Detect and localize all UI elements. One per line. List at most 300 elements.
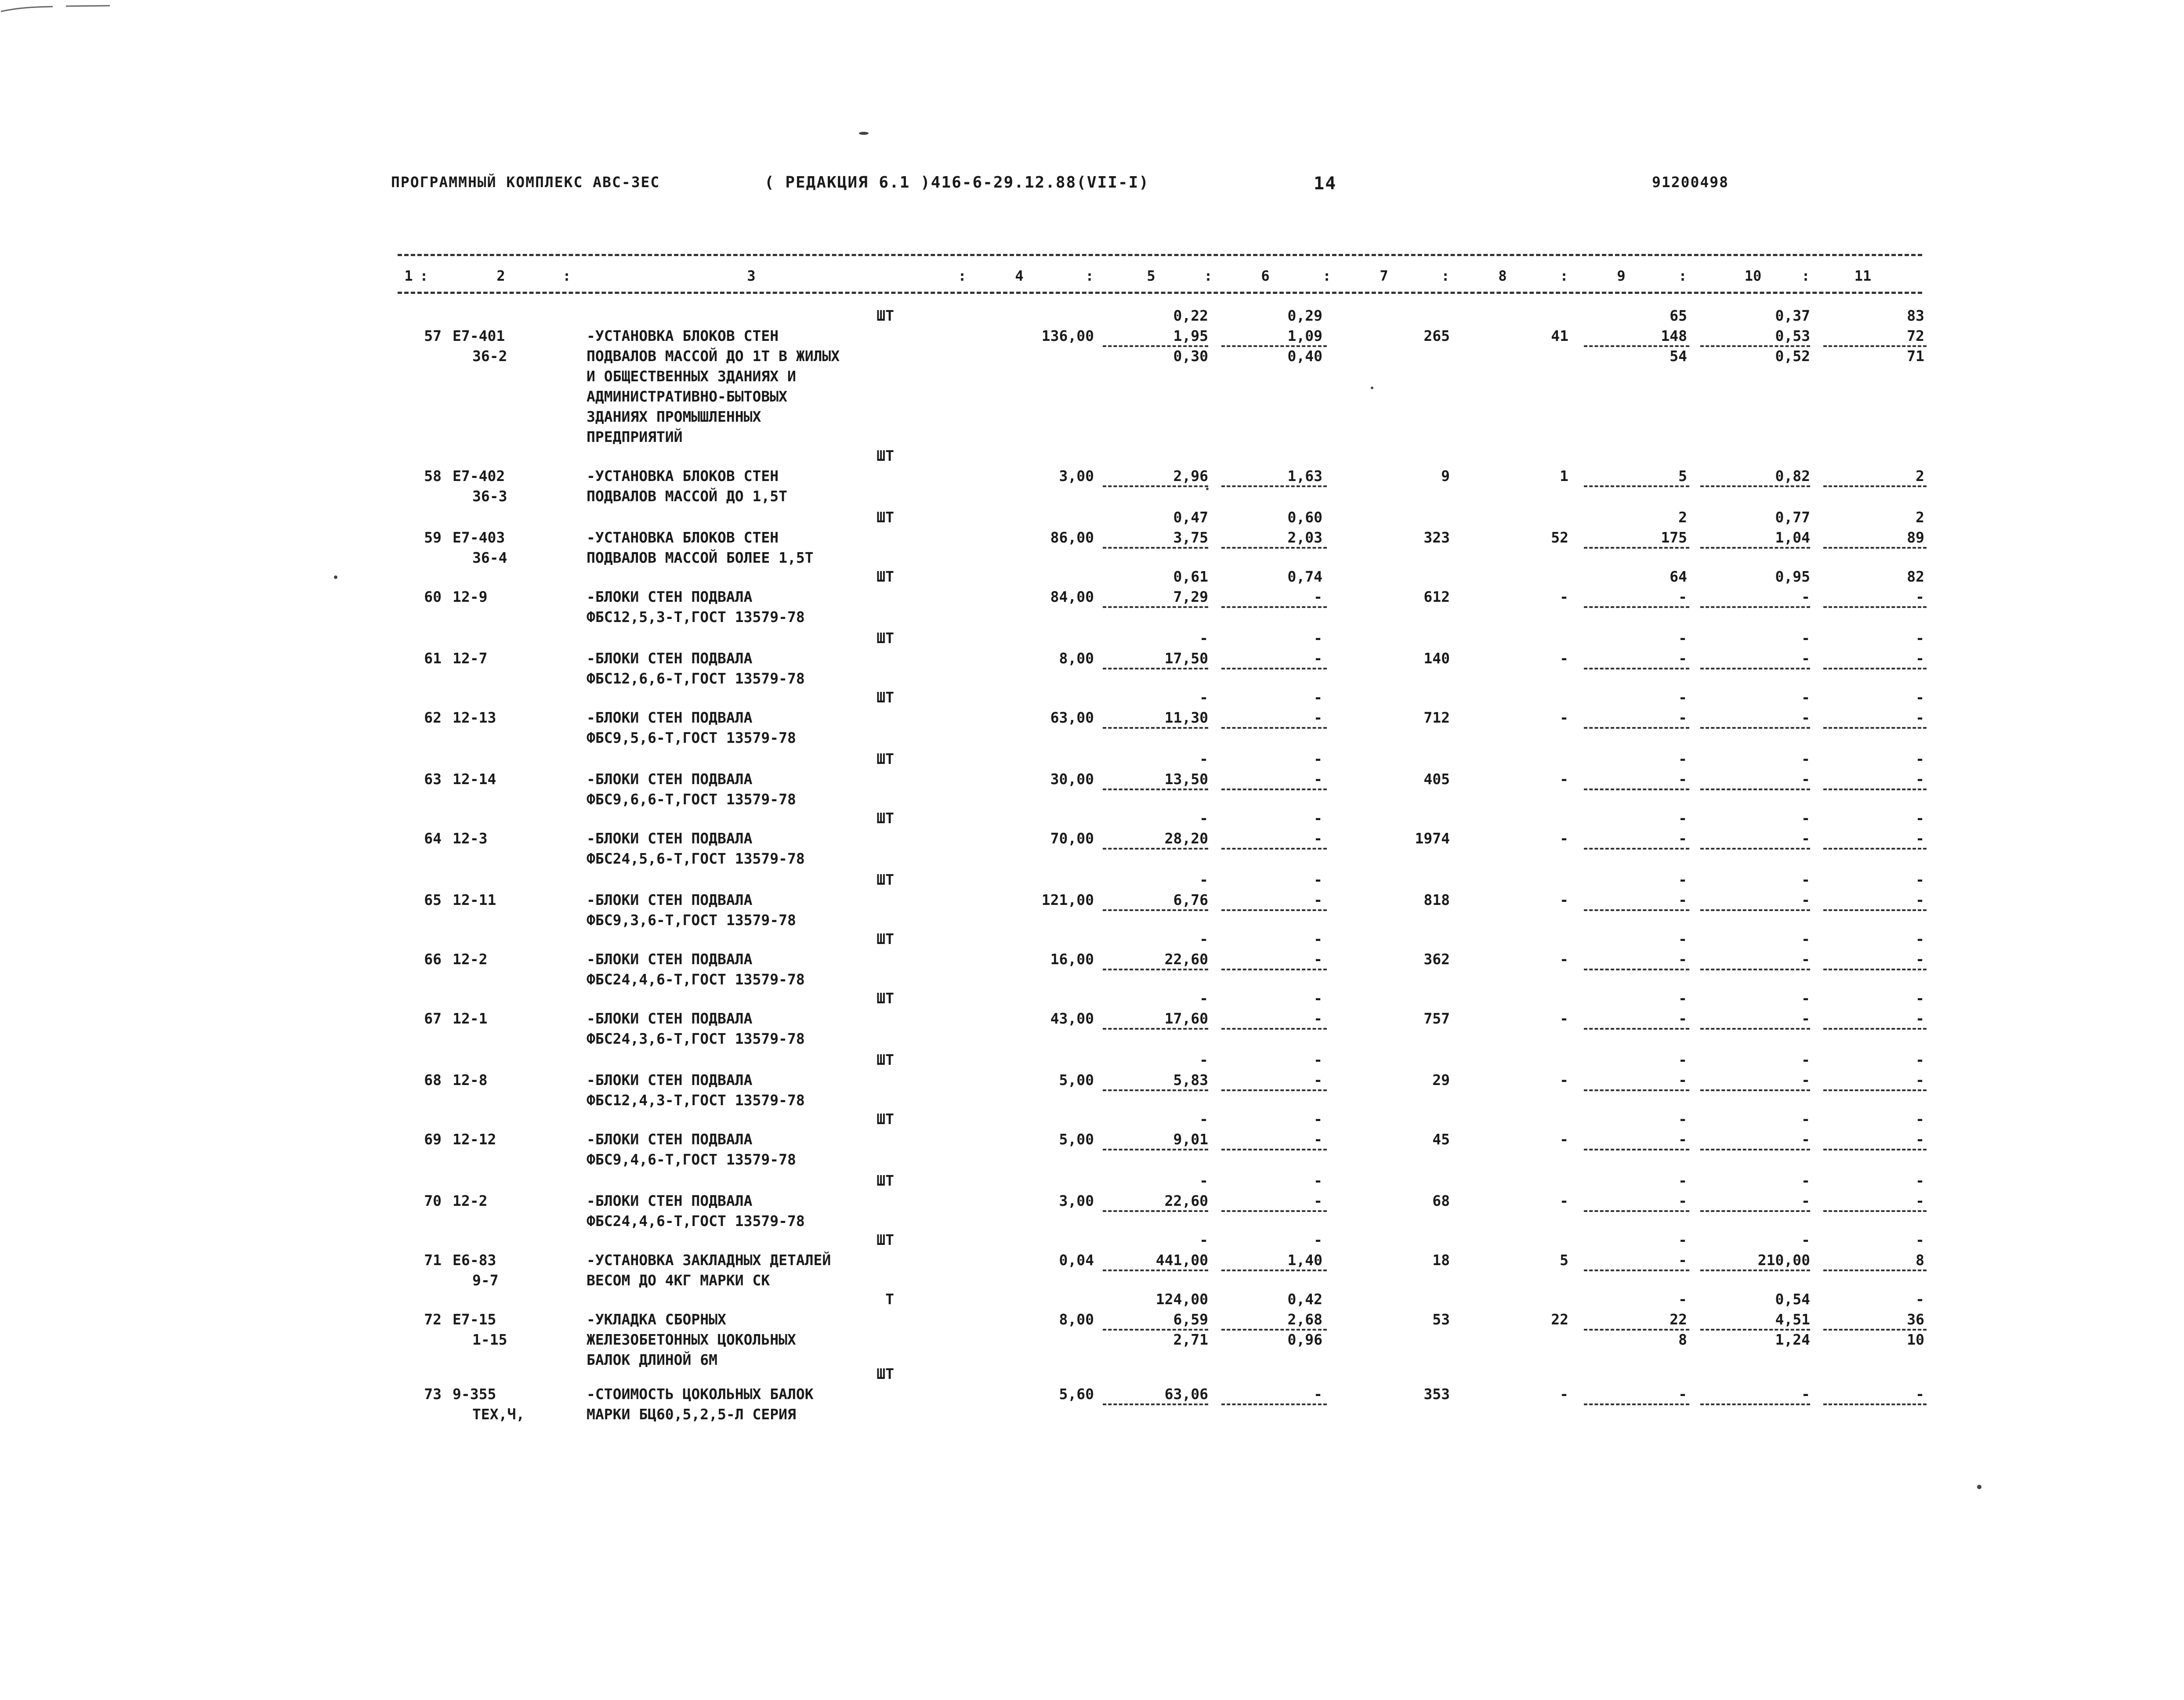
col9-main: 175: [1661, 529, 1687, 546]
table-row: [0, 567, 2184, 627]
col5-top: -: [1199, 1172, 1208, 1189]
col9-top: -: [1678, 1172, 1687, 1189]
col9-main: -: [1678, 650, 1687, 667]
col6-top: -: [1314, 689, 1322, 706]
subtotal-dash-rule: [1221, 485, 1327, 487]
column-header-4: 4: [1015, 268, 1024, 284]
col5-main: 28,20: [1164, 830, 1208, 847]
subtotal-dash-rule: [1221, 1028, 1327, 1030]
row-number: 65: [424, 891, 442, 908]
unit-of-measure: ШТ: [876, 568, 894, 585]
col6-main: -: [1314, 709, 1322, 726]
unit-of-measure: ШТ: [876, 509, 894, 526]
scan-speck: [859, 132, 869, 135]
work-description: -БЛОКИ СТЕН ПОДВАЛА ФБС24,4,6-Т,ГОСТ 13579-78: [587, 1192, 805, 1230]
quantity: 86,00: [1050, 529, 1094, 546]
subtotal-dash-rule: [1103, 1028, 1208, 1030]
col11-top: -: [1916, 750, 1924, 767]
col5-top: 0,47: [1173, 509, 1208, 526]
col5-top: 124,00: [1155, 1291, 1208, 1308]
col5-main: 1,95: [1173, 327, 1208, 344]
col5-main: 5,83: [1173, 1071, 1208, 1089]
price-code: 12-9: [453, 588, 488, 605]
table-row: [0, 507, 2184, 568]
col9-main: 5: [1678, 467, 1687, 485]
column-separator: :: [562, 268, 571, 284]
subtotal-dash-rule: [1584, 848, 1689, 850]
column-header-11: 11: [1854, 268, 1872, 284]
subtotal-dash-rule: [1823, 909, 1927, 911]
subtotal-dash-rule: [1700, 848, 1810, 850]
price-code: Е7-403: [453, 529, 505, 546]
col7-value: 68: [1432, 1192, 1450, 1209]
subtotal-dash-rule: [1103, 789, 1208, 790]
col10-main: 210,00: [1757, 1251, 1810, 1269]
col7-value: 265: [1423, 327, 1450, 344]
col9-main: -: [1678, 891, 1687, 908]
price-code-sub: 1-15: [472, 1331, 507, 1348]
col10-main: 0,82: [1775, 467, 1810, 485]
table-row: [0, 628, 2184, 689]
col11-top: -: [1916, 1231, 1924, 1248]
col6-main: 1,63: [1287, 467, 1322, 485]
col5-main: 17,60: [1164, 1010, 1208, 1027]
subtotal-dash-rule: [1584, 727, 1689, 729]
row-number: 60: [424, 588, 442, 605]
subtotal-dash-rule: [1221, 789, 1327, 790]
col5-main: 441,00: [1155, 1251, 1208, 1269]
subtotal-dash-rule: [1584, 1270, 1689, 1271]
work-description: -БЛОКИ СТЕН ПОДВАЛА ФБС9,5,6-Т,ГОСТ 13579-78: [587, 709, 796, 746]
col8-value: -: [1560, 1071, 1568, 1089]
col5-main: 7,29: [1173, 588, 1208, 605]
col5-main: 13,50: [1164, 770, 1208, 788]
col6-top: -: [1314, 1110, 1322, 1128]
col7-value: 757: [1423, 1010, 1450, 1027]
col11-main: -: [1916, 951, 1924, 968]
col9-top: 65: [1670, 307, 1687, 324]
col7-value: 140: [1423, 650, 1450, 667]
unit-of-measure: ШТ: [876, 1051, 894, 1068]
col8-value: -: [1560, 1192, 1568, 1209]
work-description: -УСТАНОВКА ЗАКЛАДНЫХ ДЕТАЛЕЙ ВЕСОМ ДО 4КГ МАРКИ СК: [587, 1251, 831, 1289]
price-code: Е7-401: [453, 327, 505, 344]
subtotal-dash-rule: [1700, 485, 1810, 487]
work-description: -УСТАНОВКА БЛОКОВ СТЕН ПОДВАЛОВ МАССОЙ ДО 1Т В ЖИЛЫХ И ОБЩЕСТВЕННЫХ ЗДАНИЯХ И АДМИНИСТРАТИВНО-БЫТОВЫХ ЗДАНИЯХ ПРОМЫШЛЕННЫХ ПРЕДПРИЯТИЙ: [587, 327, 840, 445]
subtotal-dash-rule: [1823, 606, 1927, 608]
col5-main: 6,76: [1173, 891, 1208, 908]
col10-main: 1,04: [1775, 529, 1810, 546]
subtotal-dash-rule: [1823, 1028, 1927, 1030]
work-description: -БЛОКИ СТЕН ПОДВАЛА ФБС24,3,6-Т,ГОСТ 13579-78: [587, 1010, 805, 1047]
work-description: -БЛОКИ СТЕН ПОДВАЛА ФБС12,6,6-Т,ГОСТ 13579-78: [587, 650, 805, 687]
col5-main: 6,59: [1173, 1311, 1208, 1328]
quantity: 3,00: [1059, 1192, 1094, 1209]
subtotal-dash-rule: [1823, 1149, 1927, 1150]
table-header-rule: [398, 292, 1922, 294]
col5-main: 17,50: [1164, 650, 1208, 667]
edition-info: ( РЕДАКЦИЯ 6.1 )416-6-29.12.88(VII-I): [764, 174, 1149, 192]
col8-value: 1: [1560, 467, 1568, 485]
subtotal-dash-rule: [1584, 668, 1689, 669]
subtotal-dash-rule: [1823, 345, 1927, 347]
subtotal-dash-rule: [1700, 1028, 1810, 1030]
col7-value: 45: [1432, 1131, 1450, 1148]
price-code: 12-13: [453, 709, 496, 726]
col8-value: -: [1560, 951, 1568, 968]
col8-value: 52: [1551, 529, 1568, 546]
col6-top: 0,74: [1287, 568, 1322, 585]
column-header-9: 9: [1617, 268, 1626, 284]
col11-top: -: [1916, 871, 1924, 888]
col11-top: -: [1916, 990, 1924, 1007]
subtotal-dash-rule: [1700, 668, 1810, 669]
work-description: -УСТАНОВКА БЛОКОВ СТЕН ПОДВАЛОВ МАССОЙ БОЛЕЕ 1,5Т: [587, 529, 814, 566]
column-separator: :: [1678, 268, 1687, 284]
col9-top: -: [1678, 1110, 1687, 1128]
col10-main: -: [1801, 1192, 1810, 1209]
subtotal-dash-rule: [1103, 1403, 1208, 1405]
subtotal-dash-rule: [1584, 1403, 1689, 1405]
col6-top: -: [1314, 1051, 1322, 1068]
column-separator: :: [1085, 268, 1094, 284]
subtotal-dash-rule: [1823, 668, 1927, 669]
col5-bottom: 2,71: [1173, 1331, 1208, 1348]
subtotal-dash-rule: [1221, 1270, 1327, 1271]
col9-bottom: 8: [1678, 1331, 1687, 1348]
col9-top: -: [1678, 810, 1687, 827]
subtotal-dash-rule: [1700, 345, 1810, 347]
col6-top: -: [1314, 990, 1322, 1007]
subtotal-dash-rule: [1700, 547, 1810, 549]
col11-top: -: [1916, 1051, 1924, 1068]
subtotal-dash-rule: [1823, 969, 1927, 970]
table-row: [0, 1171, 2184, 1231]
price-code: Е7-15: [453, 1311, 496, 1328]
table-row: [0, 808, 2184, 869]
row-number: 67: [424, 1010, 442, 1027]
col5-main: 22,60: [1164, 1192, 1208, 1209]
col11-top: -: [1916, 689, 1924, 706]
unit-of-measure: ШТ: [876, 307, 894, 324]
col6-main: -: [1314, 770, 1322, 788]
table-row: [0, 870, 2184, 930]
row-number: 70: [424, 1192, 442, 1209]
col10-top: -: [1801, 1231, 1810, 1248]
col10-main: 0,53: [1775, 327, 1810, 344]
subtotal-dash-rule: [1103, 909, 1208, 911]
price-code: 9-355: [453, 1385, 496, 1403]
col5-main: 22,60: [1164, 951, 1208, 968]
unit-of-measure: Т: [885, 1291, 894, 1308]
work-description: -БЛОКИ СТЕН ПОДВАЛА ФБС9,3,6-Т,ГОСТ 13579-78: [587, 891, 796, 929]
row-number: 71: [424, 1251, 442, 1269]
subtotal-dash-rule: [1221, 668, 1327, 669]
col11-top: 2: [1916, 509, 1924, 526]
col7-value: 405: [1423, 770, 1450, 788]
col11-top: -: [1916, 930, 1924, 948]
price-code: 12-8: [453, 1071, 488, 1089]
subtotal-dash-rule: [1103, 1089, 1208, 1091]
quantity: 70,00: [1050, 830, 1094, 847]
col5-main: 11,30: [1164, 709, 1208, 726]
col10-top: -: [1801, 750, 1810, 767]
unit-of-measure: ШТ: [876, 1365, 894, 1382]
col11-main: -: [1916, 1385, 1924, 1403]
column-header-8: 8: [1498, 268, 1507, 284]
col9-top: 64: [1670, 568, 1687, 585]
col6-main: -: [1314, 650, 1322, 667]
col10-top: -: [1801, 1051, 1810, 1068]
col8-value: 22: [1551, 1311, 1568, 1328]
col9-top: -: [1678, 871, 1687, 888]
price-code: Е7-402: [453, 467, 505, 485]
col6-top: -: [1314, 750, 1322, 767]
row-number: 58: [424, 467, 442, 485]
subtotal-dash-rule: [1221, 606, 1327, 608]
quantity: 0,04: [1059, 1251, 1094, 1269]
subtotal-dash-rule: [1823, 727, 1927, 729]
col11-top: -: [1916, 1291, 1924, 1308]
col11-main: -: [1916, 830, 1924, 847]
col9-main: 22: [1670, 1311, 1687, 1328]
unit-of-measure: ШТ: [876, 810, 894, 827]
col7-value: 353: [1423, 1385, 1450, 1403]
col10-main: -: [1801, 951, 1810, 968]
subtotal-dash-rule: [1221, 1210, 1327, 1212]
price-code-sub: 36-2: [472, 347, 507, 365]
col10-top: 0,77: [1775, 509, 1810, 526]
col11-top: -: [1916, 1110, 1924, 1128]
row-number: 73: [424, 1385, 442, 1403]
price-code-sub: 36-4: [472, 549, 507, 566]
table-row: [0, 446, 2184, 506]
row-number: 64: [424, 830, 442, 847]
subtotal-dash-rule: [1103, 848, 1208, 850]
col5-top: -: [1199, 871, 1208, 888]
col11-main: -: [1916, 1192, 1924, 1209]
col10-top: -: [1801, 871, 1810, 888]
subtotal-dash-rule: [1823, 1270, 1927, 1271]
subtotal-dash-rule: [1823, 1089, 1927, 1091]
row-number: 57: [424, 327, 442, 344]
subtotal-dash-rule: [1700, 606, 1810, 608]
col9-main: -: [1678, 830, 1687, 847]
col6-main: -: [1314, 588, 1322, 605]
subtotal-dash-rule: [1700, 1149, 1810, 1150]
col5-main: 2,96: [1173, 467, 1208, 485]
subtotal-dash-rule: [1823, 485, 1927, 487]
row-number: 61: [424, 650, 442, 667]
col6-top: 0,29: [1287, 307, 1322, 324]
work-description: -БЛОКИ СТЕН ПОДВАЛА ФБС24,5,6-Т,ГОСТ 13579-78: [587, 830, 805, 867]
col7-value: 612: [1423, 588, 1450, 605]
col9-top: -: [1678, 689, 1687, 706]
subtotal-dash-rule: [1584, 1028, 1689, 1030]
work-description: -СТОИМОСТЬ ЦОКОЛЬНЫХ БАЛОК МАРКИ БЦ60,5,2,5-Л СЕРИЯ: [587, 1385, 814, 1423]
column-separator: :: [1441, 268, 1450, 284]
col10-main: -: [1801, 1385, 1810, 1403]
quantity: 5,00: [1059, 1131, 1094, 1148]
col6-top: -: [1314, 1231, 1322, 1248]
unit-of-measure: ШТ: [876, 689, 894, 706]
col10-top: -: [1801, 1110, 1810, 1128]
col7-value: 712: [1423, 709, 1450, 726]
col11-main: -: [1916, 650, 1924, 667]
quantity: 5,60: [1059, 1385, 1094, 1403]
col9-main: -: [1678, 951, 1687, 968]
col11-main: 72: [1907, 327, 1924, 344]
col6-main: 2,68: [1287, 1311, 1322, 1328]
col6-top: -: [1314, 629, 1322, 647]
col9-main: -: [1678, 1071, 1687, 1089]
col10-main: -: [1801, 830, 1810, 847]
price-code: 12-11: [453, 891, 496, 908]
col9-main: -: [1678, 1385, 1687, 1403]
table-row: [0, 306, 2184, 446]
col9-top: -: [1678, 990, 1687, 1007]
column-header-2: 2: [496, 268, 505, 284]
table-row: [0, 988, 2184, 1049]
subtotal-dash-rule: [1584, 606, 1689, 608]
subtotal-dash-rule: [1823, 848, 1927, 850]
col11-main: -: [1916, 1131, 1924, 1148]
work-description: -БЛОКИ СТЕН ПОДВАЛА ФБС12,4,3-Т,ГОСТ 13579-78: [587, 1071, 805, 1109]
col6-top: -: [1314, 871, 1322, 888]
col11-main: -: [1916, 588, 1924, 605]
table-row: [0, 1230, 2184, 1291]
col11-main: -: [1916, 1071, 1924, 1089]
subtotal-dash-rule: [1700, 727, 1810, 729]
col7-value: 29: [1432, 1071, 1450, 1089]
quantity: 136,00: [1041, 327, 1094, 344]
col11-top: 82: [1907, 568, 1924, 585]
col5-main: 9,01: [1173, 1131, 1208, 1148]
col10-top: -: [1801, 990, 1810, 1007]
col10-top: 0,54: [1775, 1291, 1810, 1308]
column-header-7: 7: [1380, 268, 1388, 284]
col6-main: -: [1314, 1071, 1322, 1089]
col6-top: 0,60: [1287, 509, 1322, 526]
subtotal-dash-rule: [1700, 1403, 1810, 1405]
price-code: Е6-83: [453, 1251, 496, 1269]
column-header-3: 3: [747, 268, 756, 284]
col7-value: 818: [1423, 891, 1450, 908]
col8-value: 41: [1551, 327, 1568, 344]
subtotal-dash-rule: [1584, 485, 1689, 487]
row-number: 63: [424, 770, 442, 788]
page-number: 14: [1314, 174, 1337, 194]
col10-main: -: [1801, 709, 1810, 726]
column-header-5: 5: [1147, 268, 1155, 284]
quantity: 3,00: [1059, 467, 1094, 485]
subtotal-dash-rule: [1221, 1149, 1327, 1150]
col7-value: 18: [1432, 1251, 1450, 1269]
subtotal-dash-rule: [1584, 345, 1689, 347]
unit-of-measure: ШТ: [876, 1231, 894, 1248]
subtotal-dash-rule: [1823, 789, 1927, 790]
col9-main: -: [1678, 1131, 1687, 1148]
col6-main: -: [1314, 1192, 1322, 1209]
col8-value: -: [1560, 830, 1568, 847]
subtotal-dash-rule: [1584, 1149, 1689, 1150]
col8-value: -: [1560, 1385, 1568, 1403]
column-separator: :: [1801, 268, 1810, 284]
col7-value: 9: [1441, 467, 1450, 485]
subtotal-dash-rule: [1103, 1329, 1208, 1331]
col11-top: -: [1916, 810, 1924, 827]
col11-top: -: [1916, 1172, 1924, 1189]
col6-main: -: [1314, 1385, 1322, 1403]
col8-value: -: [1560, 1010, 1568, 1027]
unit-of-measure: ШТ: [876, 930, 894, 948]
price-code-sub: 9-7: [472, 1272, 499, 1289]
col10-main: 4,51: [1775, 1311, 1810, 1328]
col8-value: -: [1560, 650, 1568, 667]
table-row: [0, 687, 2184, 748]
price-code: 12-1: [453, 1010, 488, 1027]
subtotal-dash-rule: [1584, 969, 1689, 970]
unit-of-measure: ШТ: [876, 447, 894, 464]
col10-top: -: [1801, 1172, 1810, 1189]
subtotal-dash-rule: [1103, 668, 1208, 669]
row-number: 72: [424, 1311, 442, 1328]
work-description: -БЛОКИ СТЕН ПОДВАЛА ФБС9,4,6-Т,ГОСТ 13579-78: [587, 1131, 796, 1168]
col6-bottom: 0,96: [1287, 1331, 1322, 1348]
col5-top: -: [1199, 930, 1208, 948]
col6-bottom: 0,40: [1287, 347, 1322, 365]
col11-main: -: [1916, 891, 1924, 908]
subtotal-dash-rule: [1221, 1403, 1327, 1405]
col8-value: -: [1560, 588, 1568, 605]
col11-main: -: [1916, 709, 1924, 726]
quantity: 5,00: [1059, 1071, 1094, 1089]
col11-top: 83: [1907, 307, 1924, 324]
col5-top: 0,22: [1173, 307, 1208, 324]
unit-of-measure: ШТ: [876, 1110, 894, 1128]
subtotal-dash-rule: [1584, 1089, 1689, 1091]
row-number: 59: [424, 529, 442, 546]
subtotal-dash-rule: [1103, 547, 1208, 549]
col8-value: 5: [1560, 1251, 1568, 1269]
col5-top: -: [1199, 810, 1208, 827]
subtotal-dash-rule: [1103, 345, 1208, 347]
quantity: 8,00: [1059, 1311, 1094, 1328]
col10-main: -: [1801, 1131, 1810, 1148]
unit-of-measure: ШТ: [876, 750, 894, 767]
col11-main: 8: [1916, 1251, 1924, 1269]
subtotal-dash-rule: [1823, 547, 1927, 549]
col10-main: -: [1801, 588, 1810, 605]
col5-top: -: [1199, 1051, 1208, 1068]
col5-top: 0,61: [1173, 568, 1208, 585]
program-title: ПРОГРАММНЫЙ КОМПЛЕКС АВС-3ЕС: [391, 174, 660, 191]
col10-top: -: [1801, 810, 1810, 827]
table-top-rule: [398, 254, 1922, 256]
subtotal-dash-rule: [1700, 1270, 1810, 1271]
quantity: 30,00: [1050, 770, 1094, 788]
col6-main: 1,09: [1287, 327, 1322, 344]
subtotal-dash-rule: [1103, 1270, 1208, 1271]
subtotal-dash-rule: [1103, 606, 1208, 608]
subtotal-dash-rule: [1221, 727, 1327, 729]
col8-value: -: [1560, 1131, 1568, 1148]
col11-top: -: [1916, 629, 1924, 647]
col10-main: -: [1801, 1071, 1810, 1089]
quantity: 63,00: [1050, 709, 1094, 726]
column-separator: :: [958, 268, 967, 284]
col5-bottom: 0,30: [1173, 347, 1208, 365]
